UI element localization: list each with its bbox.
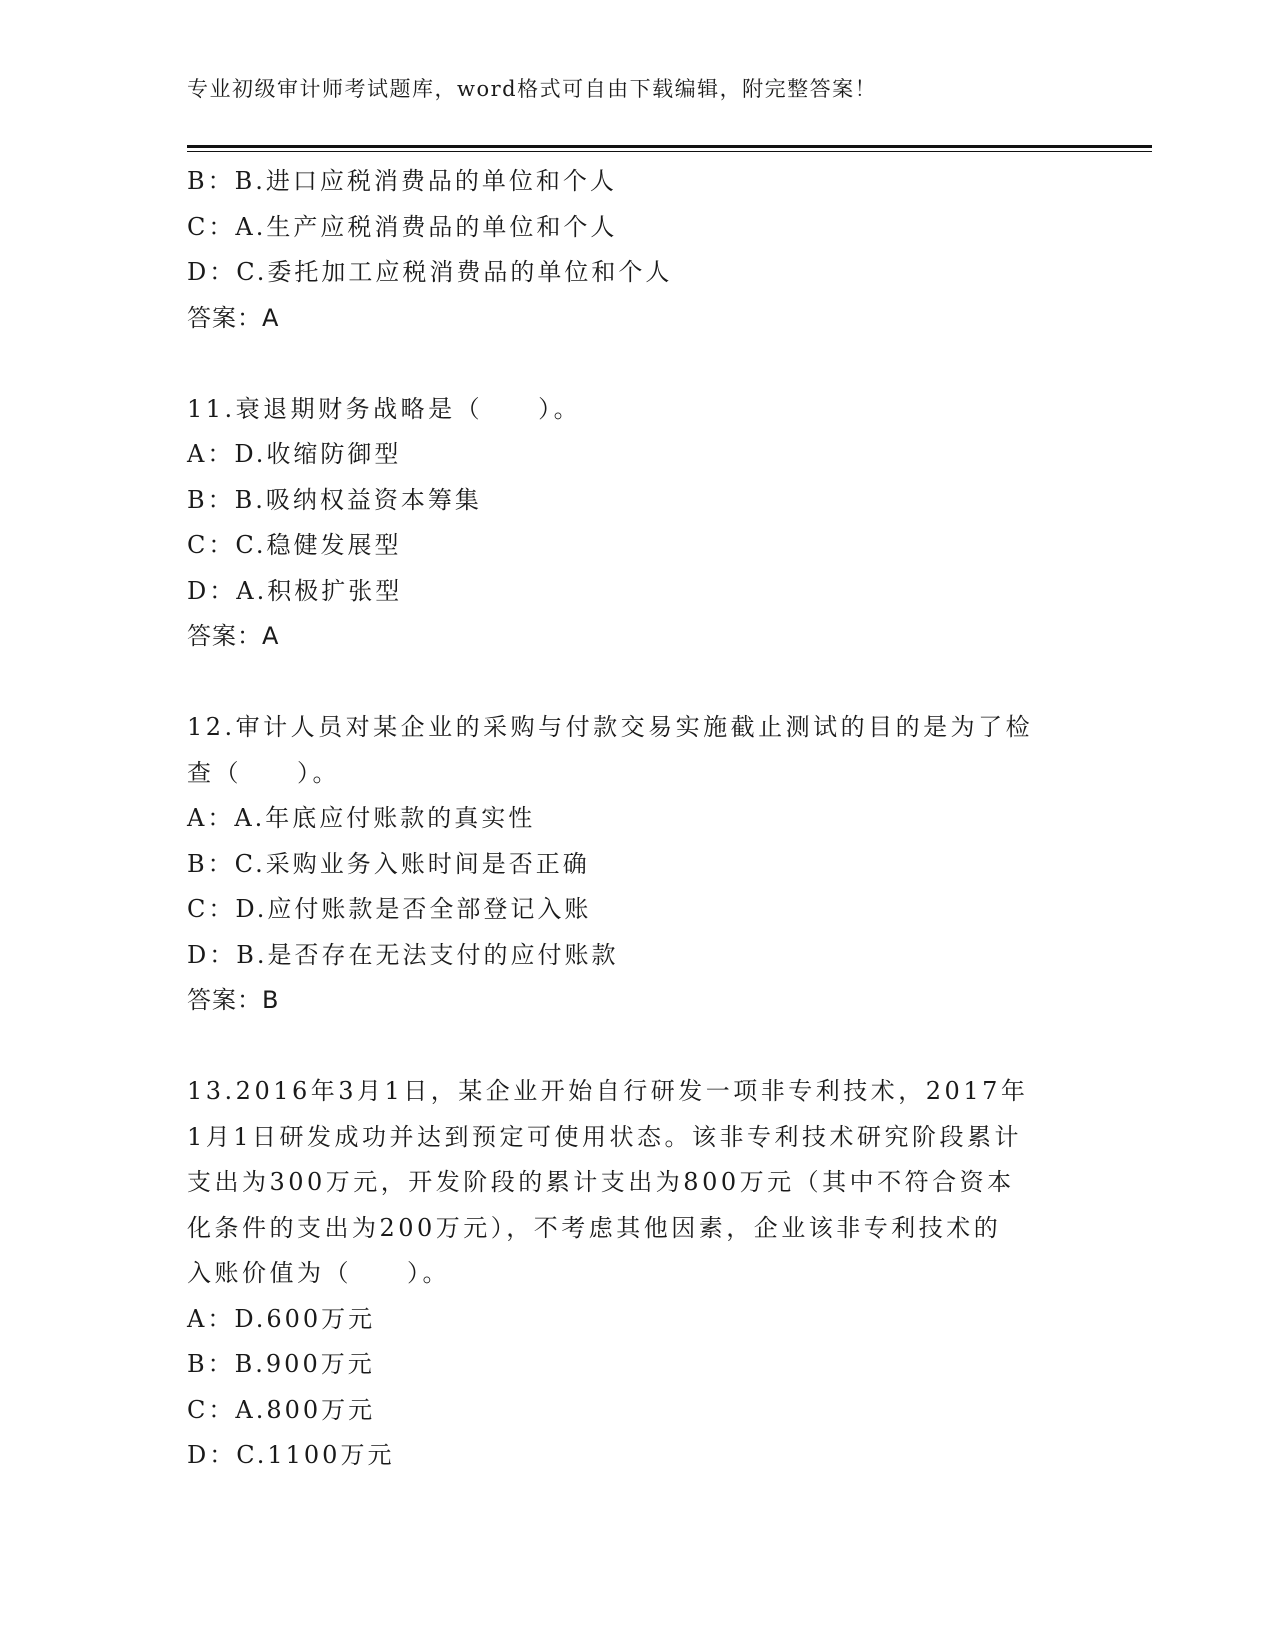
stem-line: 11.衰退期财务战略是（ ）。	[187, 394, 582, 423]
stem-line: 1月1日研发成功并达到预定可使用状态。该非专利技术研究阶段累计	[187, 1122, 1023, 1151]
stem-line: 化条件的支出为200万元），不考虑其他因素，企业该非专利技术的	[187, 1213, 1002, 1242]
option-c: C：A.生产应税消费品的单位和个人	[187, 212, 618, 241]
question-13	[187, 1069, 1087, 1479]
option-c: C：C.稳健发展型	[187, 531, 402, 559]
stem-line: 支出为300万元，开发阶段的累计支出为800万元（其中不符合资本	[187, 1168, 1015, 1196]
option-c: C：A.800万元	[187, 1395, 376, 1424]
option-a: A：D.600万元	[187, 1304, 376, 1333]
answer-line: 答案：A	[187, 622, 280, 650]
option-b: B：C.采购业务入账时间是否正确	[187, 849, 590, 878]
option-b: B：B.900万元	[187, 1350, 375, 1378]
question-stem	[187, 705, 1087, 796]
question-gap	[187, 341, 1087, 387]
question-list	[187, 159, 1087, 1479]
option-b: B：B.进口应税消费品的单位和个人	[187, 167, 617, 195]
question-gap	[187, 660, 1087, 706]
option-d: D：C.1100万元	[187, 1441, 395, 1469]
question-stem	[187, 387, 1087, 433]
option-a: A：D.收缩防御型	[187, 440, 402, 468]
option-a: A：A.年底应付账款的真实性	[187, 804, 536, 832]
question-10-continued	[187, 159, 1087, 341]
option-d: D：C.委托加工应税消费品的单位和个人	[187, 258, 673, 286]
header-divider-thick	[187, 145, 1152, 148]
stem-line: 查（ ）。	[187, 758, 340, 787]
option-b: B：B.吸纳权益资本筹集	[187, 485, 482, 514]
question-11	[187, 387, 1087, 660]
question-gap	[187, 1024, 1087, 1070]
question-12	[187, 705, 1087, 1024]
stem-line: 12.审计人员对某企业的采购与付款交易实施截止测试的目的是为了检	[187, 713, 1034, 741]
stem-line: 入账价值为（ ）。	[187, 1259, 450, 1287]
stem-line: 13.2016年3月1日，某企业开始自行研发一项非专利技术，2017年	[187, 1077, 1029, 1105]
option-c: C：D.应付账款是否全部登记入账	[187, 895, 592, 923]
answer-line: 答案：A	[187, 303, 280, 332]
option-d: D：A.积极扩张型	[187, 576, 403, 605]
header-note: 专业初级审计师考试题库，word格式可自由下载编辑，附完整答案！	[187, 77, 878, 101]
answer-line: 答案：B	[187, 986, 280, 1014]
header-divider-thin	[187, 151, 1152, 152]
question-stem	[187, 1069, 1087, 1297]
option-d: D：B.是否存在无法支付的应付账款	[187, 940, 619, 969]
